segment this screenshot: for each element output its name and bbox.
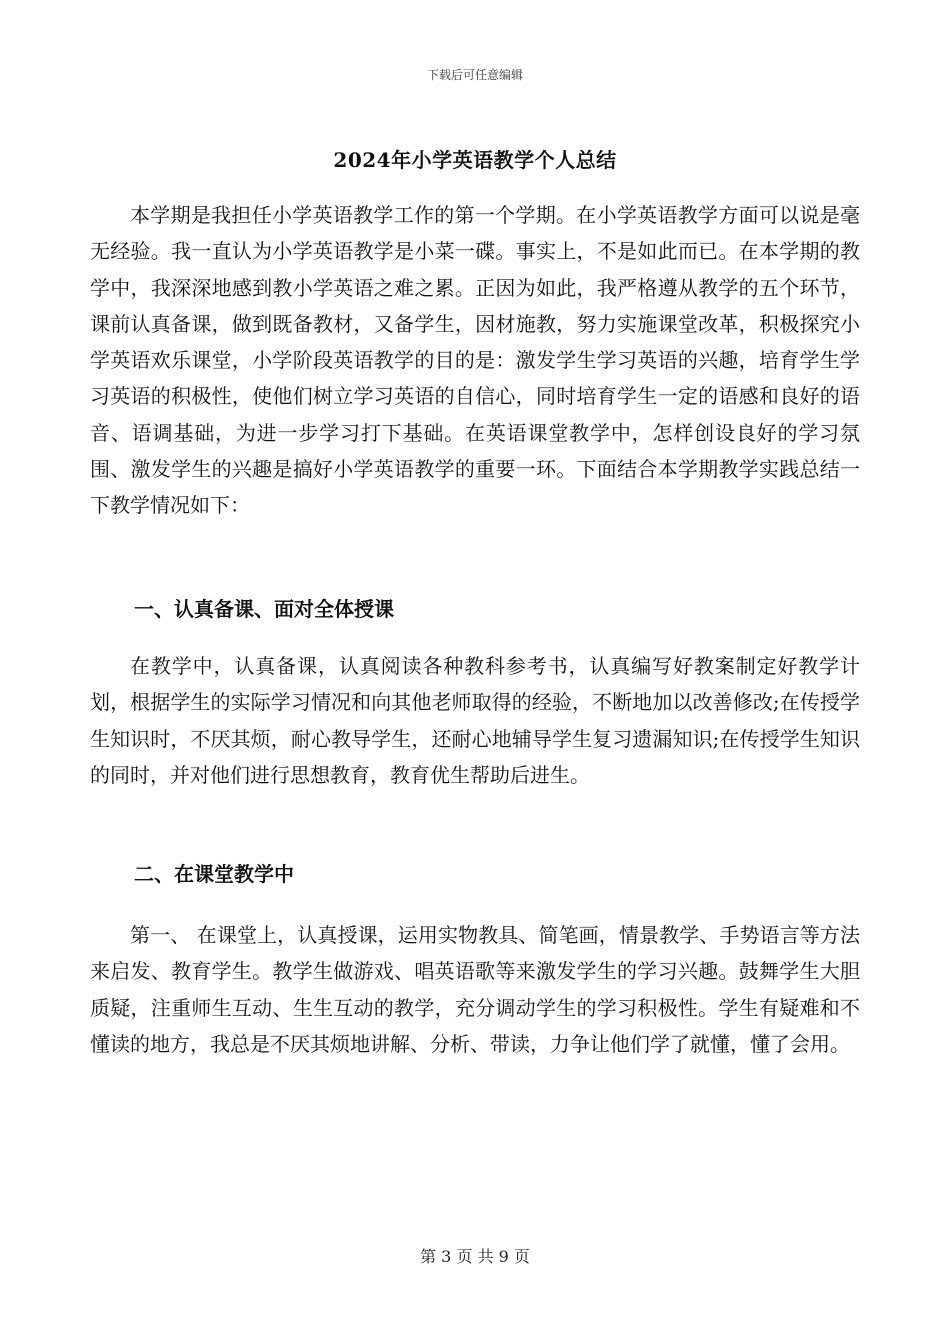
section-1-body-block xyxy=(90,648,860,793)
intro-paragraph: 本学期是我担任小学英语教学工作的第一个学期。在小学英语教学方面可以说是毫无经验。我一直认为小学英语教学是小菜一碟。事实上，不是如此而已。在本学期的教学中，我深深地感到教小学英语之难之累。正因为如此，我严格遵从教学的五个环节，课前认真备课，做到既备教材，又备学生，因材施教，努力实施课堂改革，积极探究小学英语欢乐课堂，小学阶段英语教学的目的是：激发学生学习英语的兴趣，培育学生学习英语的积极性，使他们树立学习英语的自信心，同时培育学生一定的语感和良好的语音、语调基础，为进一步学习打下基础。在英语课堂教学中，怎样创设良好的学习氛围、激发学生的兴趣是搞好小学英语教学的重要一环。下面结合本学期教学实践总结一下教学情况如下： xyxy=(90,203,860,518)
document-title: 2024年小学英语教学个人总结 xyxy=(333,148,617,172)
section-2-heading: 二、在课堂教学中 xyxy=(134,862,294,886)
section-1-heading: 一、认真备课、面对全体授课 xyxy=(134,597,394,621)
page-number: 第 3 页 共 9 页 xyxy=(420,1247,530,1266)
section-2-heading-block xyxy=(90,856,860,892)
section-2-body-block xyxy=(90,917,860,1062)
intro-section xyxy=(90,197,860,524)
section-1-heading-block xyxy=(90,591,860,627)
header-note: 下载后可任意编辑 xyxy=(426,68,523,82)
section-1-paragraph: 在教学中，认真备课，认真阅读各种教科参考书，认真编写好教案制定好教学计划，根据学生的实际学习情况和向其他老师取得的经验，不断地加以改善修改;在传授学生知识时，不厌其烦，耐心教导学生，还耐心地辅导学生复习遗漏知识;在传授学生知识的同时，并对他们进行思想教育，教育优生帮助后进生。 xyxy=(90,654,860,787)
section-2-paragraph: 第一、 在课堂上，认真授课，运用实物教具、简笔画，情景教学、手势语言等方法来启发、教育学生。教学生做游戏、唱英语歌等来激发学生的学习兴趣。鼓舞学生大胆质疑，注重师生互动、生生互动的教学，充分调动学生的学习积极性。学生有疑难和不懂读的地方，我总是不厌其烦地讲解、分析、带读，力争让他们学了就懂，懂了会用。 xyxy=(90,923,860,1056)
